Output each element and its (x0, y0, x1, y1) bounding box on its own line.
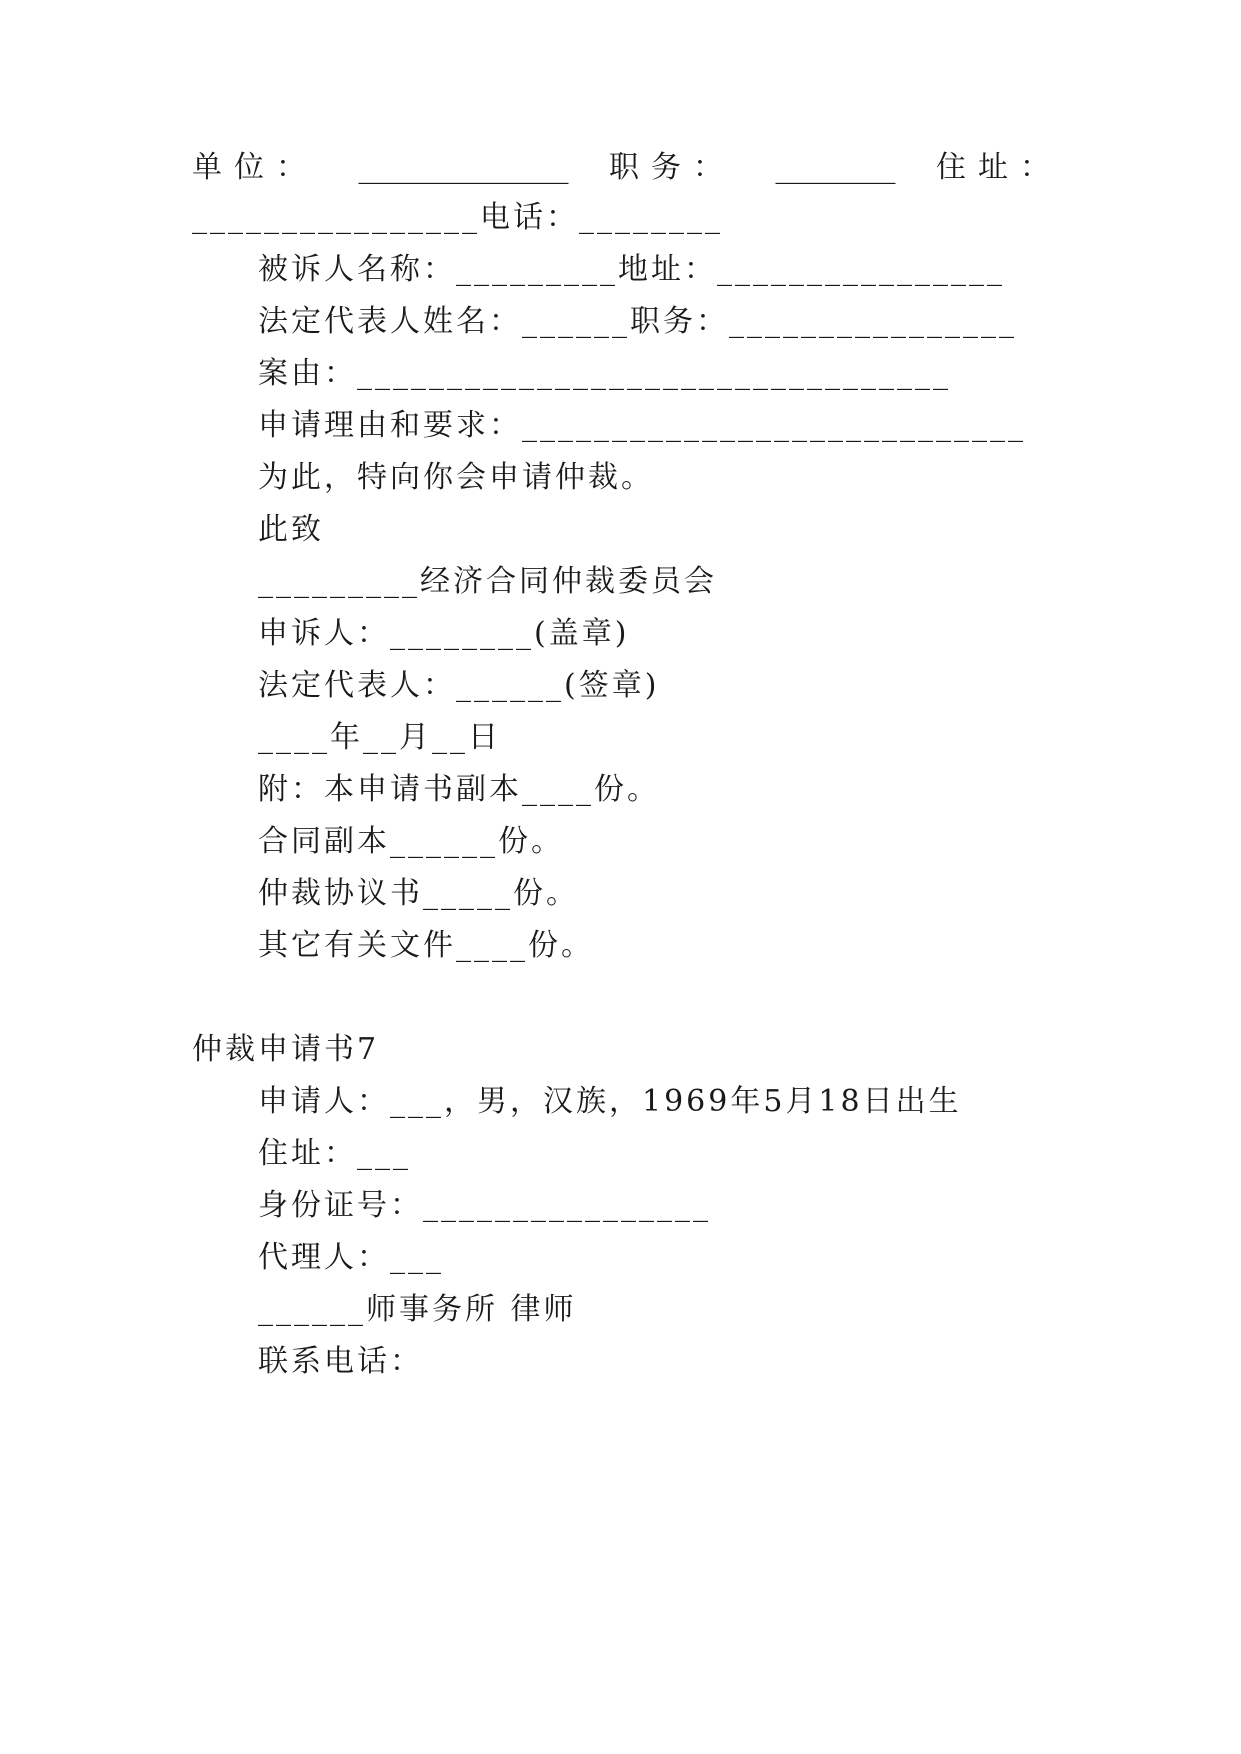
title-blank: ________ (775, 150, 896, 185)
legal-rep-name-line: 法定代表人姓名：______职务：________________ (258, 304, 1017, 339)
committee-line: _________经济合同仲裁委员会 (258, 564, 717, 599)
title-label: 职务： (609, 150, 735, 185)
address-phone-line: ________________电话：________ (192, 200, 723, 235)
contract-copy-line: 合同副本______份。 (258, 824, 564, 859)
arbitration-agreement-line: 仲裁协议书_____份。 (258, 876, 579, 911)
unit-blank: ______________ (358, 150, 569, 185)
statement-line: 为此，特向你会申请仲裁。 (258, 460, 654, 495)
section-title: 仲裁申请书7 (192, 1032, 380, 1067)
date-line: ____年__月__日 (258, 720, 501, 755)
law-firm-line: ______师事务所 律师 (258, 1292, 577, 1327)
agent-line: 代理人：___ (258, 1240, 444, 1275)
salutation-line: 此致 (258, 512, 324, 547)
other-documents-line: 其它有关文件____份。 (258, 928, 594, 963)
applicant-address-line: 住址：___ (258, 1136, 411, 1171)
reasons-requests-line: 申请理由和要求：____________________________ (258, 408, 1026, 443)
applicant-line: 申请人：___，男，汉族，1969年5月18日出生 (258, 1084, 962, 1119)
attachment-copy-line: 附：本申请书副本____份。 (258, 772, 660, 807)
claimant-seal-line: 申诉人：________(盖章) (258, 616, 630, 651)
id-number-line: 身份证号：________________ (258, 1188, 711, 1223)
respondent-unit-line (192, 148, 1062, 188)
contact-phone-line: 联系电话： (258, 1344, 423, 1379)
unit-label: 单位： (192, 150, 318, 185)
respondent-name-line: 被诉人名称：_________地址：________________ (258, 252, 1005, 287)
address-label: 住址： (936, 150, 1062, 185)
legal-rep-sign-line: 法定代表人：______(签章) (258, 668, 660, 703)
case-cause-line: 案由：_________________________________ (258, 356, 951, 391)
